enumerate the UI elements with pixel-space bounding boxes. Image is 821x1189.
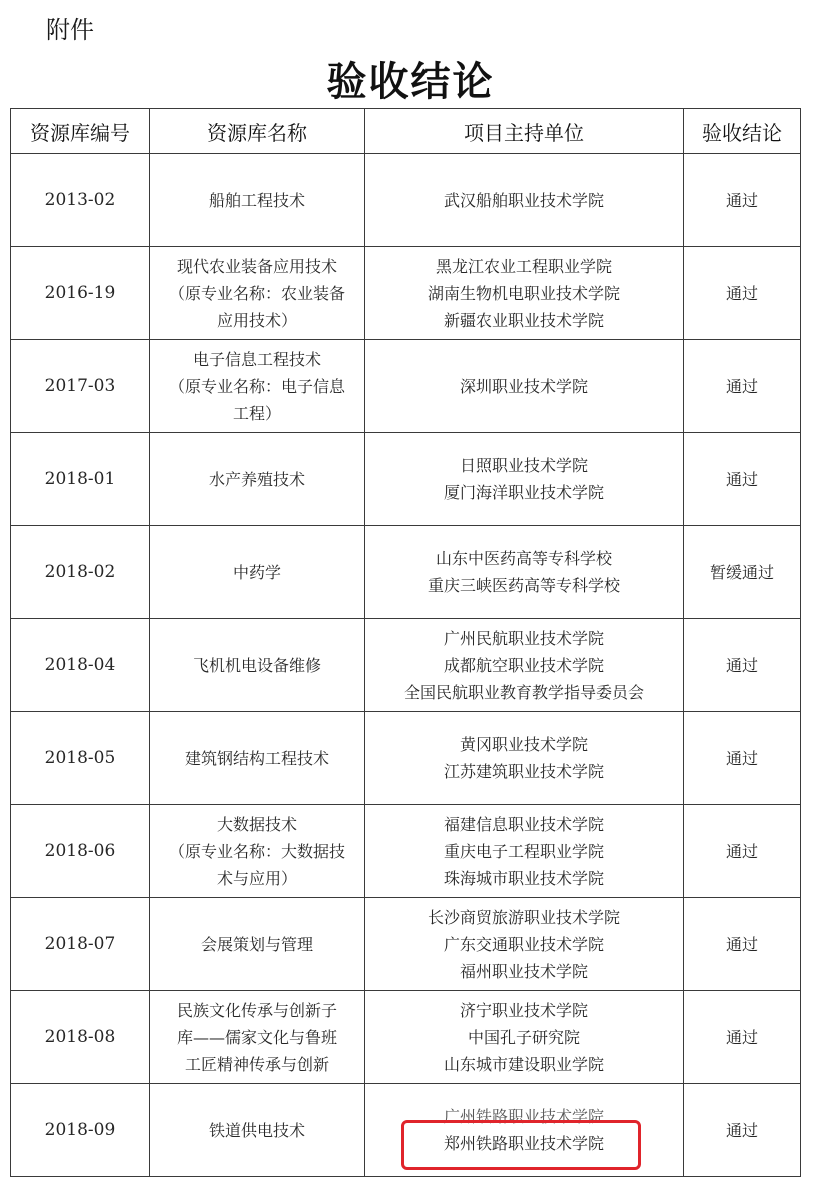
header-result: 验收结论 — [684, 109, 801, 154]
cell-name — [150, 991, 365, 1084]
cell-host — [365, 805, 684, 898]
cell-code: 2018-04 — [11, 619, 150, 712]
cell-name — [150, 1084, 365, 1177]
host-line: 深圳职业技术学院 — [459, 376, 588, 396]
host-line: 江苏建筑职业技术学院 — [443, 762, 604, 781]
host-line: 珠海城市职业技术学院 — [443, 868, 604, 888]
header-name: 资源库名称 — [150, 109, 365, 154]
name-line: 应用技术） — [216, 310, 297, 330]
name-line: 民族文化传承与创新子 — [176, 1000, 337, 1020]
host-line: 全国民航职业教育教学指导委员会 — [403, 682, 644, 702]
cell-host — [365, 898, 684, 991]
cell-result: 暂缓通过 — [684, 526, 801, 619]
host-line: 成都航空职业技术学院 — [443, 655, 604, 675]
cell-result: 通过 — [684, 433, 801, 526]
cell-name — [150, 154, 365, 247]
cell-result: 通过 — [684, 805, 801, 898]
cell-name — [150, 433, 365, 526]
cell-code: 2018-06 — [11, 805, 150, 898]
name-line: （原专业名称：电子信息 — [168, 376, 345, 396]
host-line: 郑州铁路职业技术学院 — [443, 1134, 604, 1153]
host-line: 重庆电子工程职业学院 — [443, 841, 604, 861]
table-row — [11, 805, 801, 898]
name-line: 电子信息工程技术 — [192, 349, 321, 369]
header-code: 资源库编号 — [11, 109, 150, 154]
cell-result: 通过 — [684, 154, 801, 247]
cell-result: 通过 — [684, 1084, 801, 1177]
annex-label: 附件 — [46, 16, 94, 44]
host-line: 日照职业技术学院 — [459, 456, 588, 475]
cell-code: 2018-02 — [11, 526, 150, 619]
name-line: 铁道供电技术 — [208, 1120, 305, 1140]
name-line: 船舶工程技术 — [208, 190, 305, 210]
host-line: 中国孔子研究院 — [467, 1027, 580, 1047]
cell-code: 2016-19 — [11, 247, 150, 340]
cell-name — [150, 898, 365, 991]
table-row — [11, 154, 801, 247]
host-line: 湖南生物机电职业技术学院 — [427, 283, 620, 303]
host-line: 新疆农业职业技术学院 — [443, 310, 604, 330]
name-line: 工程） — [232, 403, 281, 423]
cell-host — [365, 712, 684, 805]
host-line: 黑龙江农业工程职业学院 — [435, 256, 612, 276]
host-line: 黄冈职业技术学院 — [459, 735, 588, 754]
cell-code: 2018-05 — [11, 712, 150, 805]
cell-host — [365, 991, 684, 1084]
header-host: 项目主持单位 — [365, 109, 684, 154]
cell-host — [365, 526, 684, 619]
cell-host — [365, 340, 684, 433]
host-line: 山东中医药高等专科学校 — [435, 549, 612, 568]
table-row — [11, 991, 801, 1084]
host-line: 长沙商贸旅游职业技术学院 — [427, 907, 620, 927]
cell-host — [365, 247, 684, 340]
host-line: 广州铁路职业技术学院 — [443, 1107, 604, 1126]
table-row — [11, 898, 801, 991]
name-line: （原专业名称：农业装备 — [168, 283, 345, 303]
name-line: 建筑钢结构工程技术 — [184, 748, 329, 768]
name-line: 会展策划与管理 — [200, 934, 313, 954]
cell-code: 2018-09 — [11, 1084, 150, 1177]
name-line: （原专业名称：大数据技 — [168, 841, 345, 861]
host-line: 山东城市建设职业学院 — [443, 1054, 604, 1074]
cell-name — [150, 247, 365, 340]
cell-name — [150, 526, 365, 619]
table-body — [11, 154, 801, 1177]
host-line: 福建信息职业技术学院 — [443, 814, 604, 834]
cell-host — [365, 433, 684, 526]
cell-code: 2013-02 — [11, 154, 150, 247]
cell-result: 通过 — [684, 991, 801, 1084]
cell-name — [150, 712, 365, 805]
cell-name — [150, 805, 365, 898]
cell-result: 通过 — [684, 712, 801, 805]
cell-result: 通过 — [684, 247, 801, 340]
cell-host — [365, 619, 684, 712]
table-row — [11, 619, 801, 712]
name-line: 水产养殖技术 — [208, 469, 305, 489]
host-line: 武汉船舶职业技术学院 — [443, 190, 604, 210]
cell-host — [365, 154, 684, 247]
host-line: 广东交通职业技术学院 — [443, 934, 604, 954]
cell-name — [150, 340, 365, 433]
table-row — [11, 712, 801, 805]
table-header-row — [11, 109, 801, 154]
name-line: 术与应用） — [216, 868, 297, 888]
table-row — [11, 340, 801, 433]
cell-host — [365, 1084, 684, 1177]
cell-result: 通过 — [684, 898, 801, 991]
host-line: 厦门海洋职业技术学院 — [443, 483, 604, 502]
cell-code: 2018-01 — [11, 433, 150, 526]
host-line: 福州职业技术学院 — [459, 961, 588, 981]
host-line: 广州民航职业技术学院 — [443, 628, 604, 648]
host-line: 济宁职业技术学院 — [459, 1000, 588, 1020]
page-title: 验收结论 — [326, 58, 495, 105]
table-row — [11, 433, 801, 526]
name-line: 大数据技术 — [216, 814, 297, 834]
cell-code: 2018-08 — [11, 991, 150, 1084]
cell-result: 通过 — [684, 340, 801, 433]
name-line: 工匠精神传承与创新 — [184, 1054, 329, 1074]
host-line: 重庆三峡医药高等专科学校 — [427, 576, 620, 595]
table-row — [11, 526, 801, 619]
cell-result: 通过 — [684, 619, 801, 712]
table-row — [11, 1084, 801, 1177]
cell-code: 2018-07 — [11, 898, 150, 991]
cell-code: 2017-03 — [11, 340, 150, 433]
cell-name — [150, 619, 365, 712]
name-line: 飞机机电设备维修 — [192, 655, 321, 675]
acceptance-table — [10, 108, 801, 1177]
name-line: 现代农业装备应用技术 — [176, 256, 337, 276]
table-row — [11, 247, 801, 340]
name-line: 库——儒家文化与鲁班 — [176, 1027, 337, 1047]
name-line: 中药学 — [232, 562, 281, 582]
